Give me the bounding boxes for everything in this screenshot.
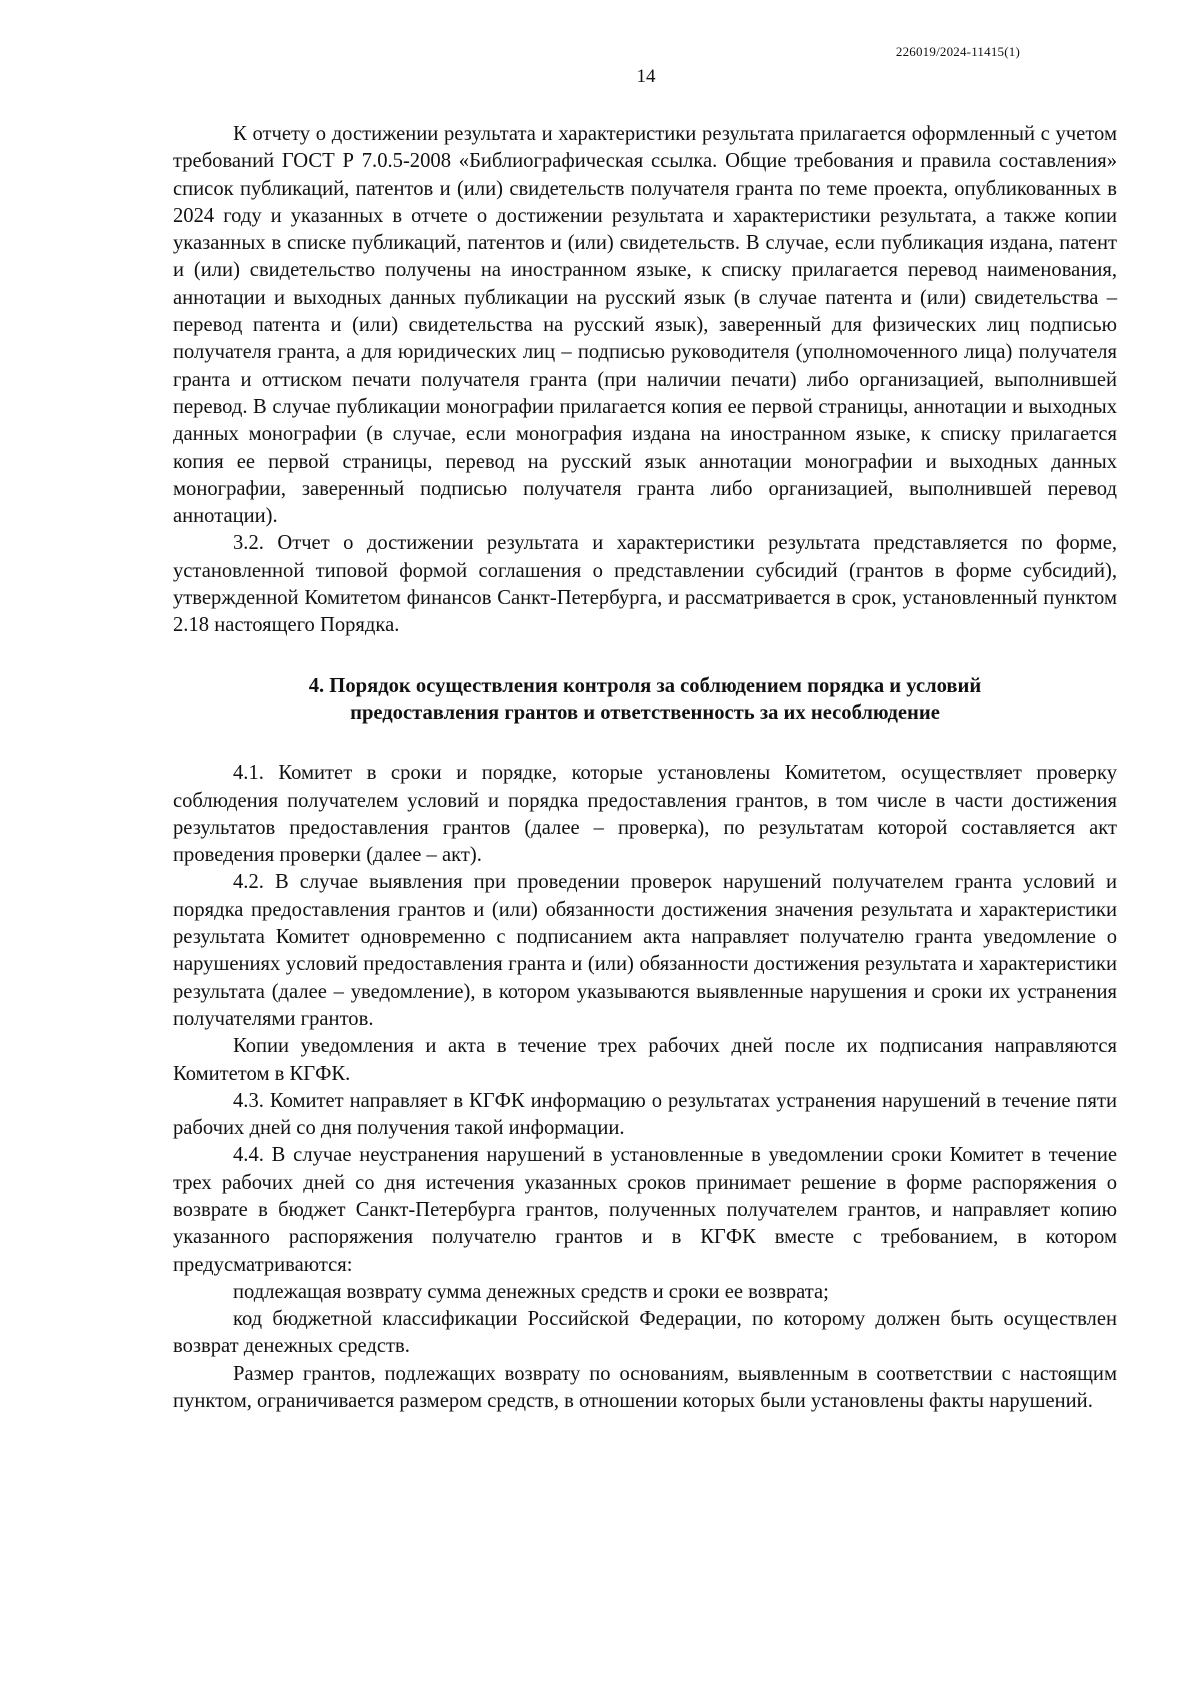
document-body [173, 121, 1117, 1415]
paragraph-4-1: 4.1. Комитет в сроки и порядке, которые установлены Комитетом, осуществляет проверку соблюдения получателем условий и порядка предоставления грантов, в том числе в части достижения результатов предоставления грантов (далее – проверка), по результатам которой составляется акт проведения проверки (далее – акт). [173, 762, 1117, 867]
document-registration-number: 226019/2024-11415(1) [895, 44, 1020, 59]
paragraph-report-attachments: К отчету о достижении результата и характеристики результата прилагается оформленный с учетом требований ГОСТ Р 7.0.5-2008 «Библиографическая ссылка. Общие требования и правила составления» список публикаций, патентов и (или) свидетельств получателя гранта по теме проекта, опубликованных в 2024 году и указанных в отчете о достижении результата и характеристики результата, а также копии указанных в списке публикаций, патентов и (или) свидетельств. В случае, если публикация издана, патент и (или) свидетельство получены на иностранном языке, к списку прилагается перевод наименования, аннотации и выходных данных публикации на русский язык (в случае патента и (или) свидетельства – перевод патента и (или) свидетельства на русский язык), заверенный для физических лиц подписью получателя гранта, а для юридических лиц – подписью руководителя (уполномоченного лица) получателя гранта и оттиском печати получателя гранта (при наличии печати) либо организацией, выполнившей перевод. В случае публикации монографии прилагается копия ее первой страницы, аннотации и выходных данных монографии (в случае, если монография издана на иностранном языке, к списку прилагается копия ее первой страницы, перевод на русский язык аннотации монографии и выходных данных монографии, заверенный подписью получателя гранта либо организацией, выполнившей перевод аннотации). [173, 123, 1117, 528]
paragraph-3-2: 3.2. Отчет о достижении результата и характеристики результата представляется по форме, установленной типовой формой соглашения о представлении субсидий (грантов в форме субсидий), утвержденной Комитетом финансов Санкт-Петербурга, и рассматривается в срок, установленный пунктом 2.18 настоящего Порядка. [173, 532, 1117, 637]
paragraph-refund-amount: подлежащая возврату сумма денежных средств и сроки ее возврата; [233, 1280, 829, 1303]
paragraph-4-3: 4.3. Комитет направляет в КГФК информацию о результатах устранения нарушений в течение пяти рабочих дней со дня получения такой информации. [173, 1089, 1117, 1140]
page-number: 14 [636, 66, 656, 87]
section-title-line-2: предоставления грантов и ответственность за их несоблюдение [350, 701, 940, 724]
paragraph-budget-code: код бюджетной классификации Российской Федерации, по которому должен быть осуществлен возврат денежных средств. [173, 1308, 1117, 1358]
section-4-title [173, 673, 1117, 728]
section-title-line-1: 4. Порядок осуществления контроля за соблюдением порядка и условий [308, 674, 982, 697]
paragraph-4-4: 4.4. В случае неустранения нарушений в установленные в уведомлении сроки Комитет в течение трех рабочих дней со дня истечения указанных сроков принимает решение в форме распоряжения о возврате в бюджет Санкт-Петербурга грантов, полученных получателем грантов, и направляет копию указанного распоряжения получателю грантов и в КГФК вместе с требованием, в котором предусматриваются: [173, 1144, 1117, 1276]
paragraph-copies: Копии уведомления и акта в течение трех рабочих дней после их подписания направляются Комитетом в КГФК. [173, 1035, 1117, 1085]
paragraph-grant-size: Размер грантов, подлежащих возврату по основаниям, выявленным в соответствии с настоящим пунктом, ограничивается размером средств, в отношении которых были установлены факты нарушений. [173, 1362, 1117, 1413]
paragraph-4-2: 4.2. В случае выявления при проведении проверок нарушений получателем гранта условий и порядка предоставления грантов и (или) обязанности достижения значения результата и характеристики результата Комитет одновременно с подписанием акта направляет получателю гранта уведомление о нарушениях условий предоставления гранта и (или) обязанности достижения результата и характеристики результата (далее – уведомление), в котором указываются выявленные нарушения и сроки их устранения получателями грантов. [173, 871, 1117, 1030]
